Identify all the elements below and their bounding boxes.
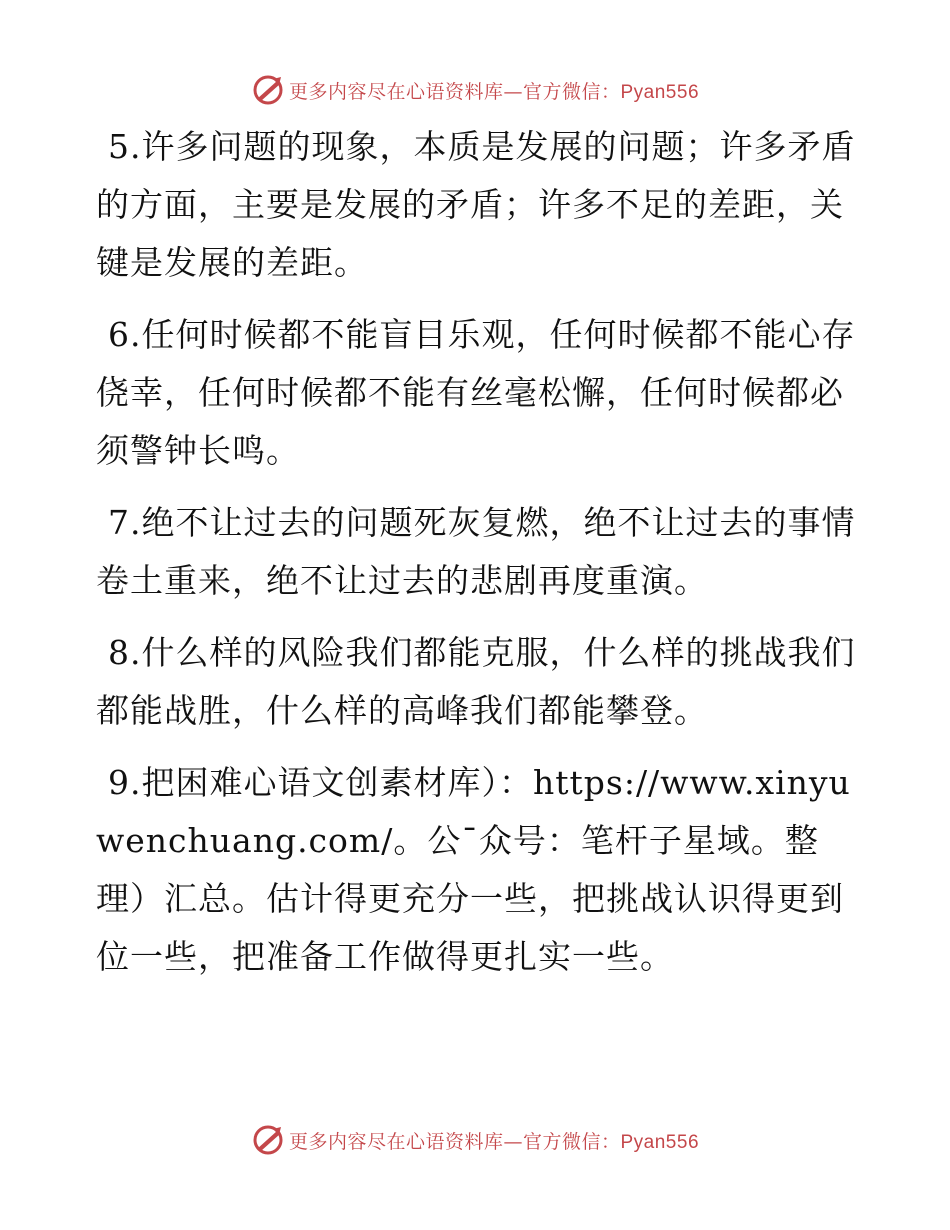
header-text bbox=[289, 77, 699, 104]
footer-banner bbox=[0, 1120, 950, 1160]
paragraph-7: 7.绝不让过去的问题死灰复燃，绝不让过去的事情卷土重来，绝不让过去的悲剧再度重演。 bbox=[96, 503, 856, 600]
brand-logo-icon bbox=[251, 73, 285, 107]
brand-logo-icon bbox=[251, 1123, 285, 1157]
header-brand: 更多内容尽在心语资料库 bbox=[288, 80, 504, 103]
paragraph-6: 6.任何时候都不能盲目乐观，任何时候都不能心存侥幸，任何时候都不能有丝毫松懈，任何时候都必须警钟长鸣。 bbox=[96, 315, 856, 470]
paragraph-5: 5.许多问题的现象，本质是发展的问题；许多矛盾的方面，主要是发展的矛盾；许多不足的差距，关键是发展的差距。 bbox=[96, 127, 856, 282]
header-wechat-id: Pyan556 bbox=[620, 81, 700, 103]
footer-wechat-id: Pyan556 bbox=[620, 1131, 700, 1153]
paragraph-9: 9.把困难心语文创素材库）：https://www.xinyuwenchuang.com/。公¯众号：笔杆子星域。整理）汇总。估计得更充分一些，把挑战认识得更到位一些，把准备工作做得更扎实一些。 bbox=[96, 763, 851, 976]
footer-text bbox=[289, 1127, 699, 1154]
document-body bbox=[96, 118, 866, 1000]
header-banner bbox=[0, 70, 950, 110]
footer-dash: — bbox=[503, 1130, 523, 1153]
footer-official: 官方微信： bbox=[522, 1130, 621, 1153]
footer-brand: 更多内容尽在心语资料库 bbox=[288, 1130, 504, 1153]
paragraph-8: 8.什么样的风险我们都能克服，什么样的挑战我们都能战胜，什么样的高峰我们都能攀登。 bbox=[96, 633, 856, 730]
header-dash: — bbox=[503, 80, 523, 103]
header-official: 官方微信： bbox=[522, 80, 621, 103]
